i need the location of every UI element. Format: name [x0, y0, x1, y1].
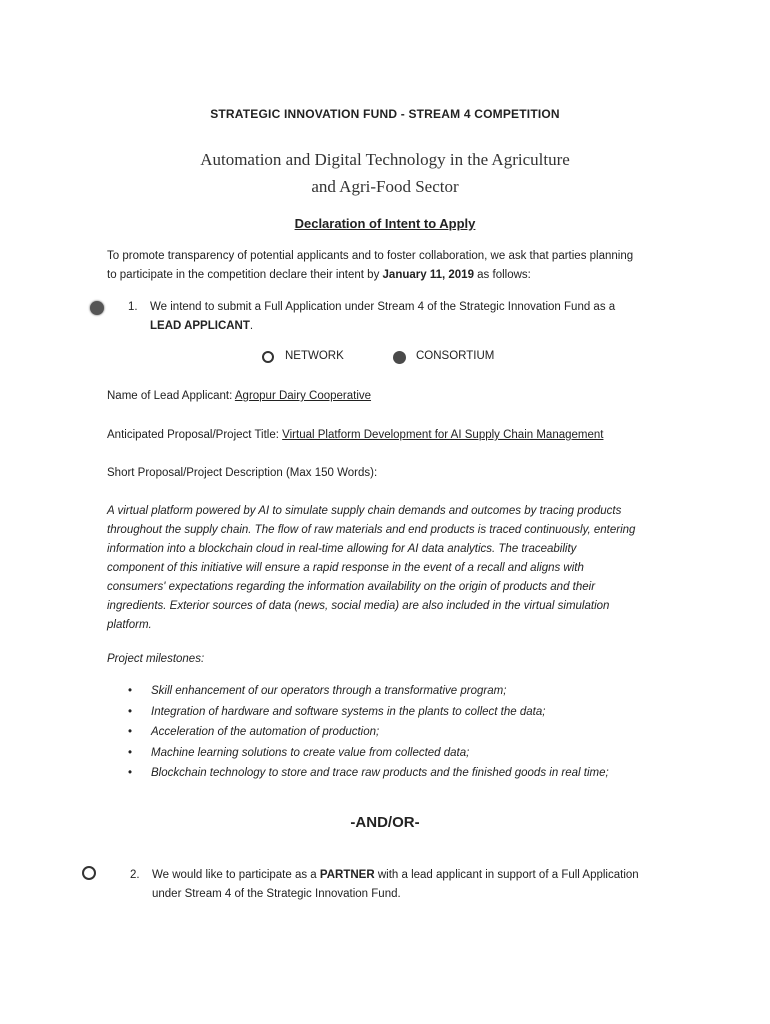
intro-line-1: To promote transparency of potential applicants and to foster collaboration, we ask that parties planning: [107, 250, 634, 262]
project-title-row: [107, 426, 707, 445]
description-line: throughout the supply chain. The flow of raw materials and end products is traced continuously, entering: [107, 524, 636, 536]
option-1-line-2: [150, 317, 680, 336]
option-1-text: [150, 298, 680, 336]
declaration-heading: Declaration of Intent to Apply: [294, 216, 476, 231]
description-line: A virtual platform powered by AI to simulate supply chain demands and outcomes by tracing products: [107, 505, 622, 517]
option-2-line-1: [152, 866, 692, 885]
option-2-number: 2.: [130, 869, 140, 881]
milestones-list: [128, 681, 688, 784]
network-label: NETWORK: [285, 350, 344, 362]
milestone-item: • Integration of hardware and software systems in the plants to collect the data;: [128, 702, 688, 723]
option-1-line-1: We intend to submit a Full Application under Stream 4 of the Strategic Innovation Fund as a: [150, 301, 616, 313]
option-2-line-1-prefix: We would like to participate as a: [152, 869, 320, 881]
intro-deadline: January 11, 2019: [382, 269, 474, 281]
milestone-item: • Acceleration of the automation of production;: [128, 722, 688, 743]
description-line: ingredients. Exterior sources of data (news, social media) are also included in the virtual simulation: [107, 600, 610, 612]
and-or-separator: -AND/OR-: [350, 814, 420, 831]
short-description-label: Short Proposal/Project Description (Max 150 Words):: [107, 467, 378, 479]
option-1-radio-selected[interactable]: [90, 301, 104, 315]
description-line: platform.: [107, 619, 152, 631]
milestone-item: • Machine learning solutions to create value from collected data;: [128, 743, 688, 764]
description-line: information into a blockchain cloud in real-time allowing for AI data analytics. The traceability: [107, 543, 577, 555]
intro-line-2-prefix: to participate in the competition declare their intent by: [107, 269, 383, 281]
lead-applicant-name-label: Name of Lead Applicant:: [107, 390, 235, 402]
option-2-text: [152, 866, 692, 904]
option-1-line-2-suffix: .: [249, 320, 254, 332]
competition-header: STRATEGIC INNOVATION FUND - STREAM 4 COMPETITION: [210, 107, 560, 121]
title-line-2: and Agri-Food Sector: [311, 177, 459, 196]
lead-applicant-name-value: Agropur Dairy Cooperative: [234, 390, 372, 402]
intro-paragraph: [107, 247, 677, 285]
intro-line-2: [107, 266, 677, 285]
partner-label: PARTNER: [319, 869, 375, 881]
project-title-label: Anticipated Proposal/Project Title:: [107, 429, 283, 441]
option-2-radio[interactable]: [82, 866, 96, 880]
title-line-1: Automation and Digital Technology in the Agriculture: [200, 150, 570, 169]
network-radio[interactable]: [262, 351, 274, 363]
description-line: component of this initiative will ensure a rapid response in the event of a recall and aligns with: [107, 562, 584, 574]
lead-applicant-row: [107, 387, 677, 406]
option-1-number: 1.: [128, 301, 138, 313]
lead-applicant-label: LEAD APPLICANT: [150, 320, 250, 332]
consortium-radio-selected[interactable]: [393, 351, 406, 364]
description-line: consumers' expectations regarding the information availability on the origin of products and their: [107, 581, 596, 593]
option-2-line-2: under Stream 4 of the Strategic Innovation Fund.: [152, 888, 401, 900]
consortium-label: CONSORTIUM: [416, 350, 495, 362]
project-title-value: Virtual Platform Development for AI Supply Chain Management: [282, 429, 604, 441]
intro-line-2-suffix: as follows:: [473, 269, 531, 281]
milestone-item: • Skill enhancement of our operators through a transformative program;: [128, 681, 688, 702]
option-2-line-1-suffix: with a lead applicant in support of a Full Application: [374, 869, 639, 881]
milestone-item: • Blockchain technology to store and trace raw products and the finished goods in real time;: [128, 763, 688, 784]
milestones-label: Project milestones:: [107, 653, 205, 665]
project-description: [107, 502, 697, 635]
